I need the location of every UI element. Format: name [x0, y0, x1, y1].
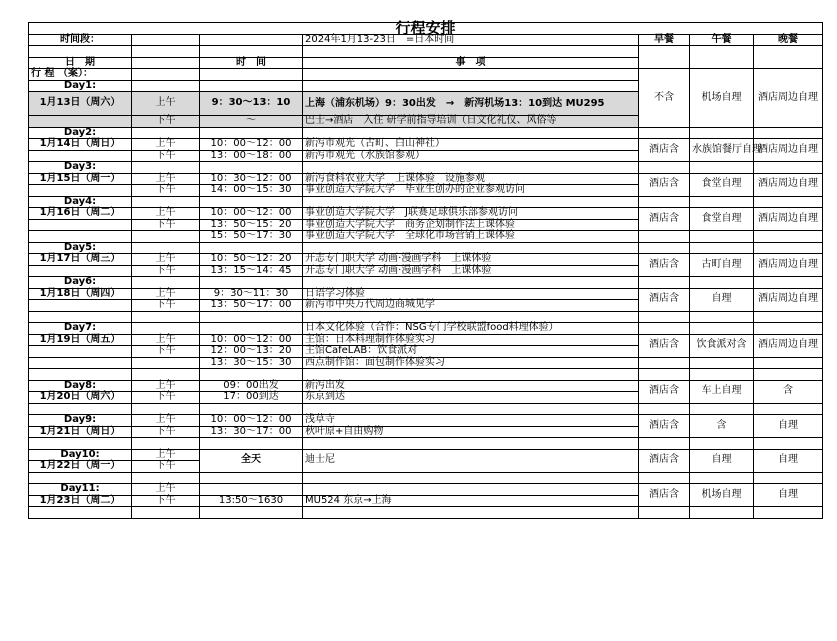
time-slot: ～: [200, 116, 303, 128]
meal-dinner: 酒店周边自理: [754, 139, 823, 162]
time-slot: 10：00～12：00: [200, 139, 303, 151]
meal-dinner: 酒店周边自理: [754, 69, 823, 128]
day-date: 1月14日（周日）: [29, 139, 132, 151]
am-label: 上午: [132, 139, 200, 151]
dinner-header: 晚餐: [754, 34, 823, 46]
meal-dinner: 自理: [754, 415, 823, 438]
meal-lunch: 含: [690, 415, 754, 438]
meal-lunch: 机场自理: [690, 484, 754, 507]
meal-dinner: 自理: [754, 449, 823, 472]
day-date: 1月18日（周四）: [29, 288, 132, 300]
event-item: 迪士尼: [303, 449, 639, 472]
am-label: 上午: [132, 415, 200, 427]
day-label: Day8:: [29, 380, 132, 392]
am-label: 上午: [132, 449, 200, 461]
meal-lunch: 饮食派对含: [690, 334, 754, 357]
event-item: 主馆CafeLAB：饮食派对: [303, 346, 639, 358]
am-label: 上午: [132, 208, 200, 220]
time-slot: 13：30～15：30: [200, 357, 303, 369]
pm-label: 下午: [132, 265, 200, 277]
day-date: 1月13日（周六）: [29, 92, 132, 116]
event-item: 开志专门职大学 动画·漫画学科 上课体验: [303, 254, 639, 266]
time-slot: 10：00～12：00: [200, 208, 303, 220]
event-item: 事业创造大学院大学 商务企划制作法上课体验: [303, 219, 639, 231]
time-slot: 09：00出发: [200, 380, 303, 392]
meal-dinner: 酒店周边自理: [754, 173, 823, 196]
time-slot: 9：30～11：30: [200, 288, 303, 300]
meal-breakfast: 酒店含: [639, 139, 690, 162]
plan-label: 行 程 （案）：: [29, 69, 132, 81]
event-item: 开志专门职大学 动画·漫画学科 上课体验: [303, 265, 639, 277]
meal-breakfast: 酒店含: [639, 288, 690, 311]
day-date: 1月15日（周一）: [29, 173, 132, 185]
pm-label: 下午: [132, 392, 200, 404]
time-slot: 14：00～15：30: [200, 185, 303, 197]
meal-breakfast: 酒店含: [639, 484, 690, 507]
date-header: 日 期: [29, 57, 132, 69]
pm-label: 下午: [132, 150, 200, 162]
meal-dinner: 酒店周边自理: [754, 334, 823, 357]
meal-dinner: 酒店周边自理: [754, 254, 823, 277]
event-item: 秋叶原+自由购物: [303, 426, 639, 438]
meal-lunch: 食堂自理: [690, 173, 754, 196]
time-slot: 10：50～12：20: [200, 254, 303, 266]
time-slot: 10：30～12：00: [200, 173, 303, 185]
meal-dinner: 含: [754, 380, 823, 403]
event-item: 日本文化体验（合作：NSG专门学校联盟food料理体验）: [303, 323, 639, 335]
meal-breakfast: 酒店含: [639, 254, 690, 277]
event-item: 新泻出发: [303, 380, 639, 392]
meal-lunch: 食堂自理: [690, 208, 754, 231]
pm-label: 下午: [132, 219, 200, 231]
time-slot: 13：15～14：45: [200, 265, 303, 277]
day-date: 1月21日（周日）: [29, 426, 132, 438]
am-label: 上午: [132, 173, 200, 185]
time-slot: 15：50～17：30: [200, 231, 303, 243]
time-slot: 13：50～17：00: [200, 300, 303, 312]
time-slot: 10：00～12：00: [200, 334, 303, 346]
am-label: 上午: [132, 380, 200, 392]
time-slot: 12：00～13：20: [200, 346, 303, 358]
breakfast-header: 早餐: [639, 34, 690, 46]
event-item: 浅草寺: [303, 415, 639, 427]
day-label: Day7:: [29, 323, 132, 335]
event-item: 新泻市观光（古町、白山神社）: [303, 139, 639, 151]
day-label: Day6:: [29, 277, 132, 289]
time-slot: 13：00～18：00: [200, 150, 303, 162]
day-label: Day2:: [29, 127, 132, 139]
time-slot: 全天: [200, 449, 303, 472]
time-slot: 10：00～12：00: [200, 415, 303, 427]
lunch-header: 午餐: [690, 34, 754, 46]
meal-breakfast: 酒店含: [639, 449, 690, 472]
event-item: 事业创造大学院大学 J联赛足球俱乐部参观访问: [303, 208, 639, 220]
am-label: 上午: [132, 288, 200, 300]
itinerary-sheet: [28, 19, 822, 620]
meal-dinner: 酒店周边自理: [754, 288, 823, 311]
pm-label: 下午: [132, 185, 200, 197]
time-slot: 9：30～13：10: [200, 92, 303, 116]
day-date: 1月16日（周二）: [29, 208, 132, 220]
pm-label: 下午: [132, 426, 200, 438]
time-slot: 17：00到达: [200, 392, 303, 404]
day-date: 1月19日（周五）: [29, 334, 132, 346]
itinerary-table: [28, 19, 823, 519]
meal-breakfast: 酒店含: [639, 208, 690, 231]
event-item: 上海（浦东机场）9：30出发 → 新泻机场13：10到达 MU295: [303, 92, 639, 116]
time-slot: 13:50～1630: [200, 495, 303, 507]
meal-lunch: 古町自理: [690, 254, 754, 277]
meal-dinner: 自理: [754, 484, 823, 507]
am-label: 上午: [132, 254, 200, 266]
meal-lunch: 车上自理: [690, 380, 754, 403]
pm-label: 下午: [132, 116, 200, 128]
am-label: 上午: [132, 484, 200, 496]
meal-lunch: 自理: [690, 288, 754, 311]
event-item: 西点制作馆：面包制作体验实习: [303, 357, 639, 369]
meal-lunch: 自理: [690, 449, 754, 472]
period-value: 2024年1月13-23日 =日本时间: [303, 34, 639, 46]
event-item: MU524 东京→上海: [303, 495, 639, 507]
time-header: 时 间: [200, 57, 303, 69]
pm-label: 下午: [132, 300, 200, 312]
page-title: 行程安排: [29, 23, 823, 35]
pm-label: 下午: [132, 346, 200, 358]
event-item: 事业创造大学院大学 毕业生创办的企业参观访问: [303, 185, 639, 197]
day-date: 1月17日（周三）: [29, 254, 132, 266]
day-label: Day4:: [29, 196, 132, 208]
day-date: 1月22日（周一）: [29, 461, 132, 473]
event-item: 新泻市中央万代周边商城见学: [303, 300, 639, 312]
event-item: 新泻市观光（水族馆参观）: [303, 150, 639, 162]
meal-breakfast: 酒店含: [639, 334, 690, 357]
pm-label: 下午: [132, 461, 200, 473]
day-label: Day9:: [29, 415, 132, 427]
event-item: 事业创造大学院大学 全球化市场营销上课体验: [303, 231, 639, 243]
meal-breakfast: 酒店含: [639, 415, 690, 438]
meal-lunch: 水族馆餐厅自理: [690, 139, 754, 162]
time-slot: 13：30～17：00: [200, 426, 303, 438]
event-item: 新泻食料农业大学 上课体验 设施参观: [303, 173, 639, 185]
day-label: Day1:: [29, 80, 132, 92]
meal-breakfast: 酒店含: [639, 380, 690, 403]
event-item: 东京到达: [303, 392, 639, 404]
time-slot: 13：50～15：20: [200, 219, 303, 231]
day-label: Day10:: [29, 449, 132, 461]
day-label: Day3:: [29, 162, 132, 174]
day-label: Day11:: [29, 484, 132, 496]
meal-lunch: 机场自理: [690, 69, 754, 128]
pm-label: 下午: [132, 495, 200, 507]
event-item: 巴士→酒店 入住 研学前指导培训（日文化礼仪、风俗等: [303, 116, 639, 128]
am-label: 上午: [132, 334, 200, 346]
meal-dinner: 酒店周边自理: [754, 208, 823, 231]
day-label: Day5:: [29, 242, 132, 254]
day-date: 1月23日（周二）: [29, 495, 132, 507]
event-header: 事 项: [303, 57, 639, 69]
am-label: 上午: [132, 92, 200, 116]
event-item: 主馆：日本料理制作体验实习: [303, 334, 639, 346]
period-label: 时间段：: [29, 34, 132, 46]
event-item: 日语学习体验: [303, 288, 639, 300]
day-date: 1月20日（周六）: [29, 392, 132, 404]
meal-breakfast: 酒店含: [639, 173, 690, 196]
meal-breakfast: 不含: [639, 69, 690, 128]
